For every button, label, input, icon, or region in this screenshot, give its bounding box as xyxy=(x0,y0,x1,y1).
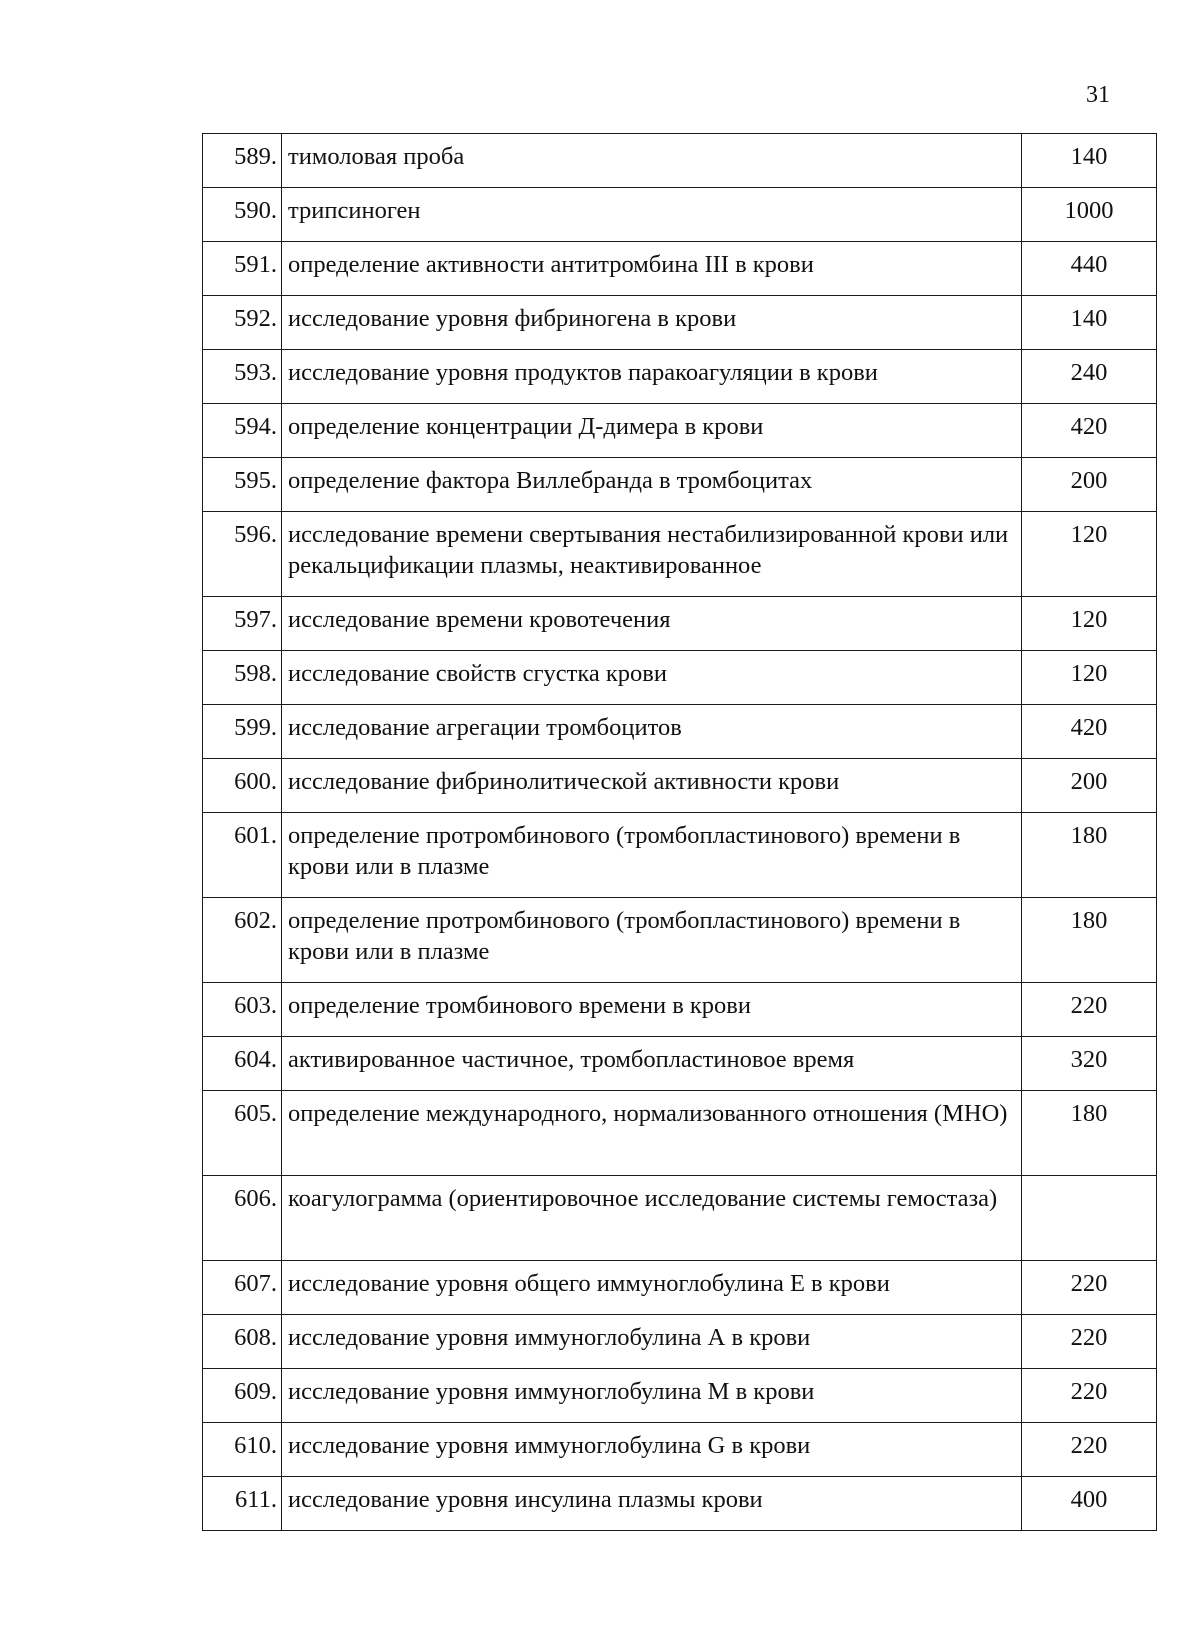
price-table xyxy=(202,133,1157,1531)
row-number: 593. xyxy=(203,350,282,404)
service-price: 420 xyxy=(1022,404,1157,458)
row-number: 611. xyxy=(203,1477,282,1531)
table-row xyxy=(203,404,1157,458)
service-name: исследование уровня иммуноглобулина М в крови xyxy=(282,1369,1022,1423)
table-row xyxy=(203,759,1157,813)
service-name: исследование времени кровотечения xyxy=(282,597,1022,651)
service-price: 320 xyxy=(1022,1037,1157,1091)
table-row xyxy=(203,512,1157,597)
row-number: 604. xyxy=(203,1037,282,1091)
service-name: исследование времени свертывания нестабилизированной крови или рекальцификации плазмы, неактивированное xyxy=(282,512,1022,597)
row-number: 610. xyxy=(203,1423,282,1477)
service-price: 140 xyxy=(1022,134,1157,188)
table-body xyxy=(203,134,1157,1531)
row-number: 602. xyxy=(203,898,282,983)
table-row xyxy=(203,705,1157,759)
service-price xyxy=(1022,1176,1157,1261)
service-name: исследование уровня общего иммуноглобулина Е в крови xyxy=(282,1261,1022,1315)
service-price: 220 xyxy=(1022,1315,1157,1369)
service-name: исследование уровня иммуноглобулина А в крови xyxy=(282,1315,1022,1369)
row-number: 606. xyxy=(203,1176,282,1261)
table-row xyxy=(203,134,1157,188)
service-price: 220 xyxy=(1022,983,1157,1037)
table-row xyxy=(203,350,1157,404)
service-price: 140 xyxy=(1022,296,1157,350)
service-name: исследование свойств сгустка крови xyxy=(282,651,1022,705)
service-price: 120 xyxy=(1022,512,1157,597)
row-number: 596. xyxy=(203,512,282,597)
service-price: 220 xyxy=(1022,1261,1157,1315)
row-number: 609. xyxy=(203,1369,282,1423)
row-number: 597. xyxy=(203,597,282,651)
row-number: 592. xyxy=(203,296,282,350)
service-name: исследование фибринолитической активности крови xyxy=(282,759,1022,813)
row-number: 591. xyxy=(203,242,282,296)
service-price: 180 xyxy=(1022,813,1157,898)
service-price: 440 xyxy=(1022,242,1157,296)
service-name: трипсиноген xyxy=(282,188,1022,242)
service-price: 220 xyxy=(1022,1369,1157,1423)
service-name: активированное частичное, тромбопластиновое время xyxy=(282,1037,1022,1091)
row-number: 594. xyxy=(203,404,282,458)
service-name: исследование уровня инсулина плазмы крови xyxy=(282,1477,1022,1531)
table-row xyxy=(203,1477,1157,1531)
service-price: 120 xyxy=(1022,597,1157,651)
service-price: 180 xyxy=(1022,1091,1157,1176)
table-row xyxy=(203,983,1157,1037)
row-number: 607. xyxy=(203,1261,282,1315)
row-number: 599. xyxy=(203,705,282,759)
row-number: 598. xyxy=(203,651,282,705)
service-name: определение фактора Виллебранда в тромбоцитах xyxy=(282,458,1022,512)
table-row xyxy=(203,1369,1157,1423)
table-row xyxy=(203,1423,1157,1477)
row-number: 589. xyxy=(203,134,282,188)
service-price: 200 xyxy=(1022,458,1157,512)
service-name: определение протромбинового (тромбопластинового) времени в крови или в плазме xyxy=(282,813,1022,898)
service-name: тимоловая проба xyxy=(282,134,1022,188)
table-row xyxy=(203,1315,1157,1369)
table-row xyxy=(203,813,1157,898)
table-row xyxy=(203,1176,1157,1261)
table-row xyxy=(203,651,1157,705)
row-number: 608. xyxy=(203,1315,282,1369)
row-number: 603. xyxy=(203,983,282,1037)
service-price: 1000 xyxy=(1022,188,1157,242)
row-number: 605. xyxy=(203,1091,282,1176)
service-price: 240 xyxy=(1022,350,1157,404)
row-number: 595. xyxy=(203,458,282,512)
service-price: 200 xyxy=(1022,759,1157,813)
service-name: определение тромбинового времени в крови xyxy=(282,983,1022,1037)
service-name: определение международного, нормализованного отношения (МНО) xyxy=(282,1091,1022,1176)
service-price: 220 xyxy=(1022,1423,1157,1477)
table-row xyxy=(203,898,1157,983)
table-row xyxy=(203,1091,1157,1176)
table-row xyxy=(203,597,1157,651)
row-number: 600. xyxy=(203,759,282,813)
row-number: 601. xyxy=(203,813,282,898)
service-name: исследование уровня продуктов паракоагуляции в крови xyxy=(282,350,1022,404)
row-number: 590. xyxy=(203,188,282,242)
service-name: исследование уровня фибриногена в крови xyxy=(282,296,1022,350)
table-row xyxy=(203,458,1157,512)
table-row xyxy=(203,1261,1157,1315)
service-name: исследование агрегации тромбоцитов xyxy=(282,705,1022,759)
table-row xyxy=(203,242,1157,296)
service-price: 400 xyxy=(1022,1477,1157,1531)
service-name: определение протромбинового (тромбопластинового) времени в крови или в плазме xyxy=(282,898,1022,983)
table-row xyxy=(203,188,1157,242)
service-name: исследование уровня иммуноглобулина G в крови xyxy=(282,1423,1022,1477)
service-price: 120 xyxy=(1022,651,1157,705)
service-price: 180 xyxy=(1022,898,1157,983)
service-name: определение концентрации Д-димера в крови xyxy=(282,404,1022,458)
service-name: определение активности антитромбина III в крови xyxy=(282,242,1022,296)
service-price: 420 xyxy=(1022,705,1157,759)
table-row xyxy=(203,1037,1157,1091)
service-name: коагулограмма (ориентировочное исследование системы гемостаза) xyxy=(282,1176,1022,1261)
table-row xyxy=(203,296,1157,350)
page-number: 31 xyxy=(1086,82,1110,108)
